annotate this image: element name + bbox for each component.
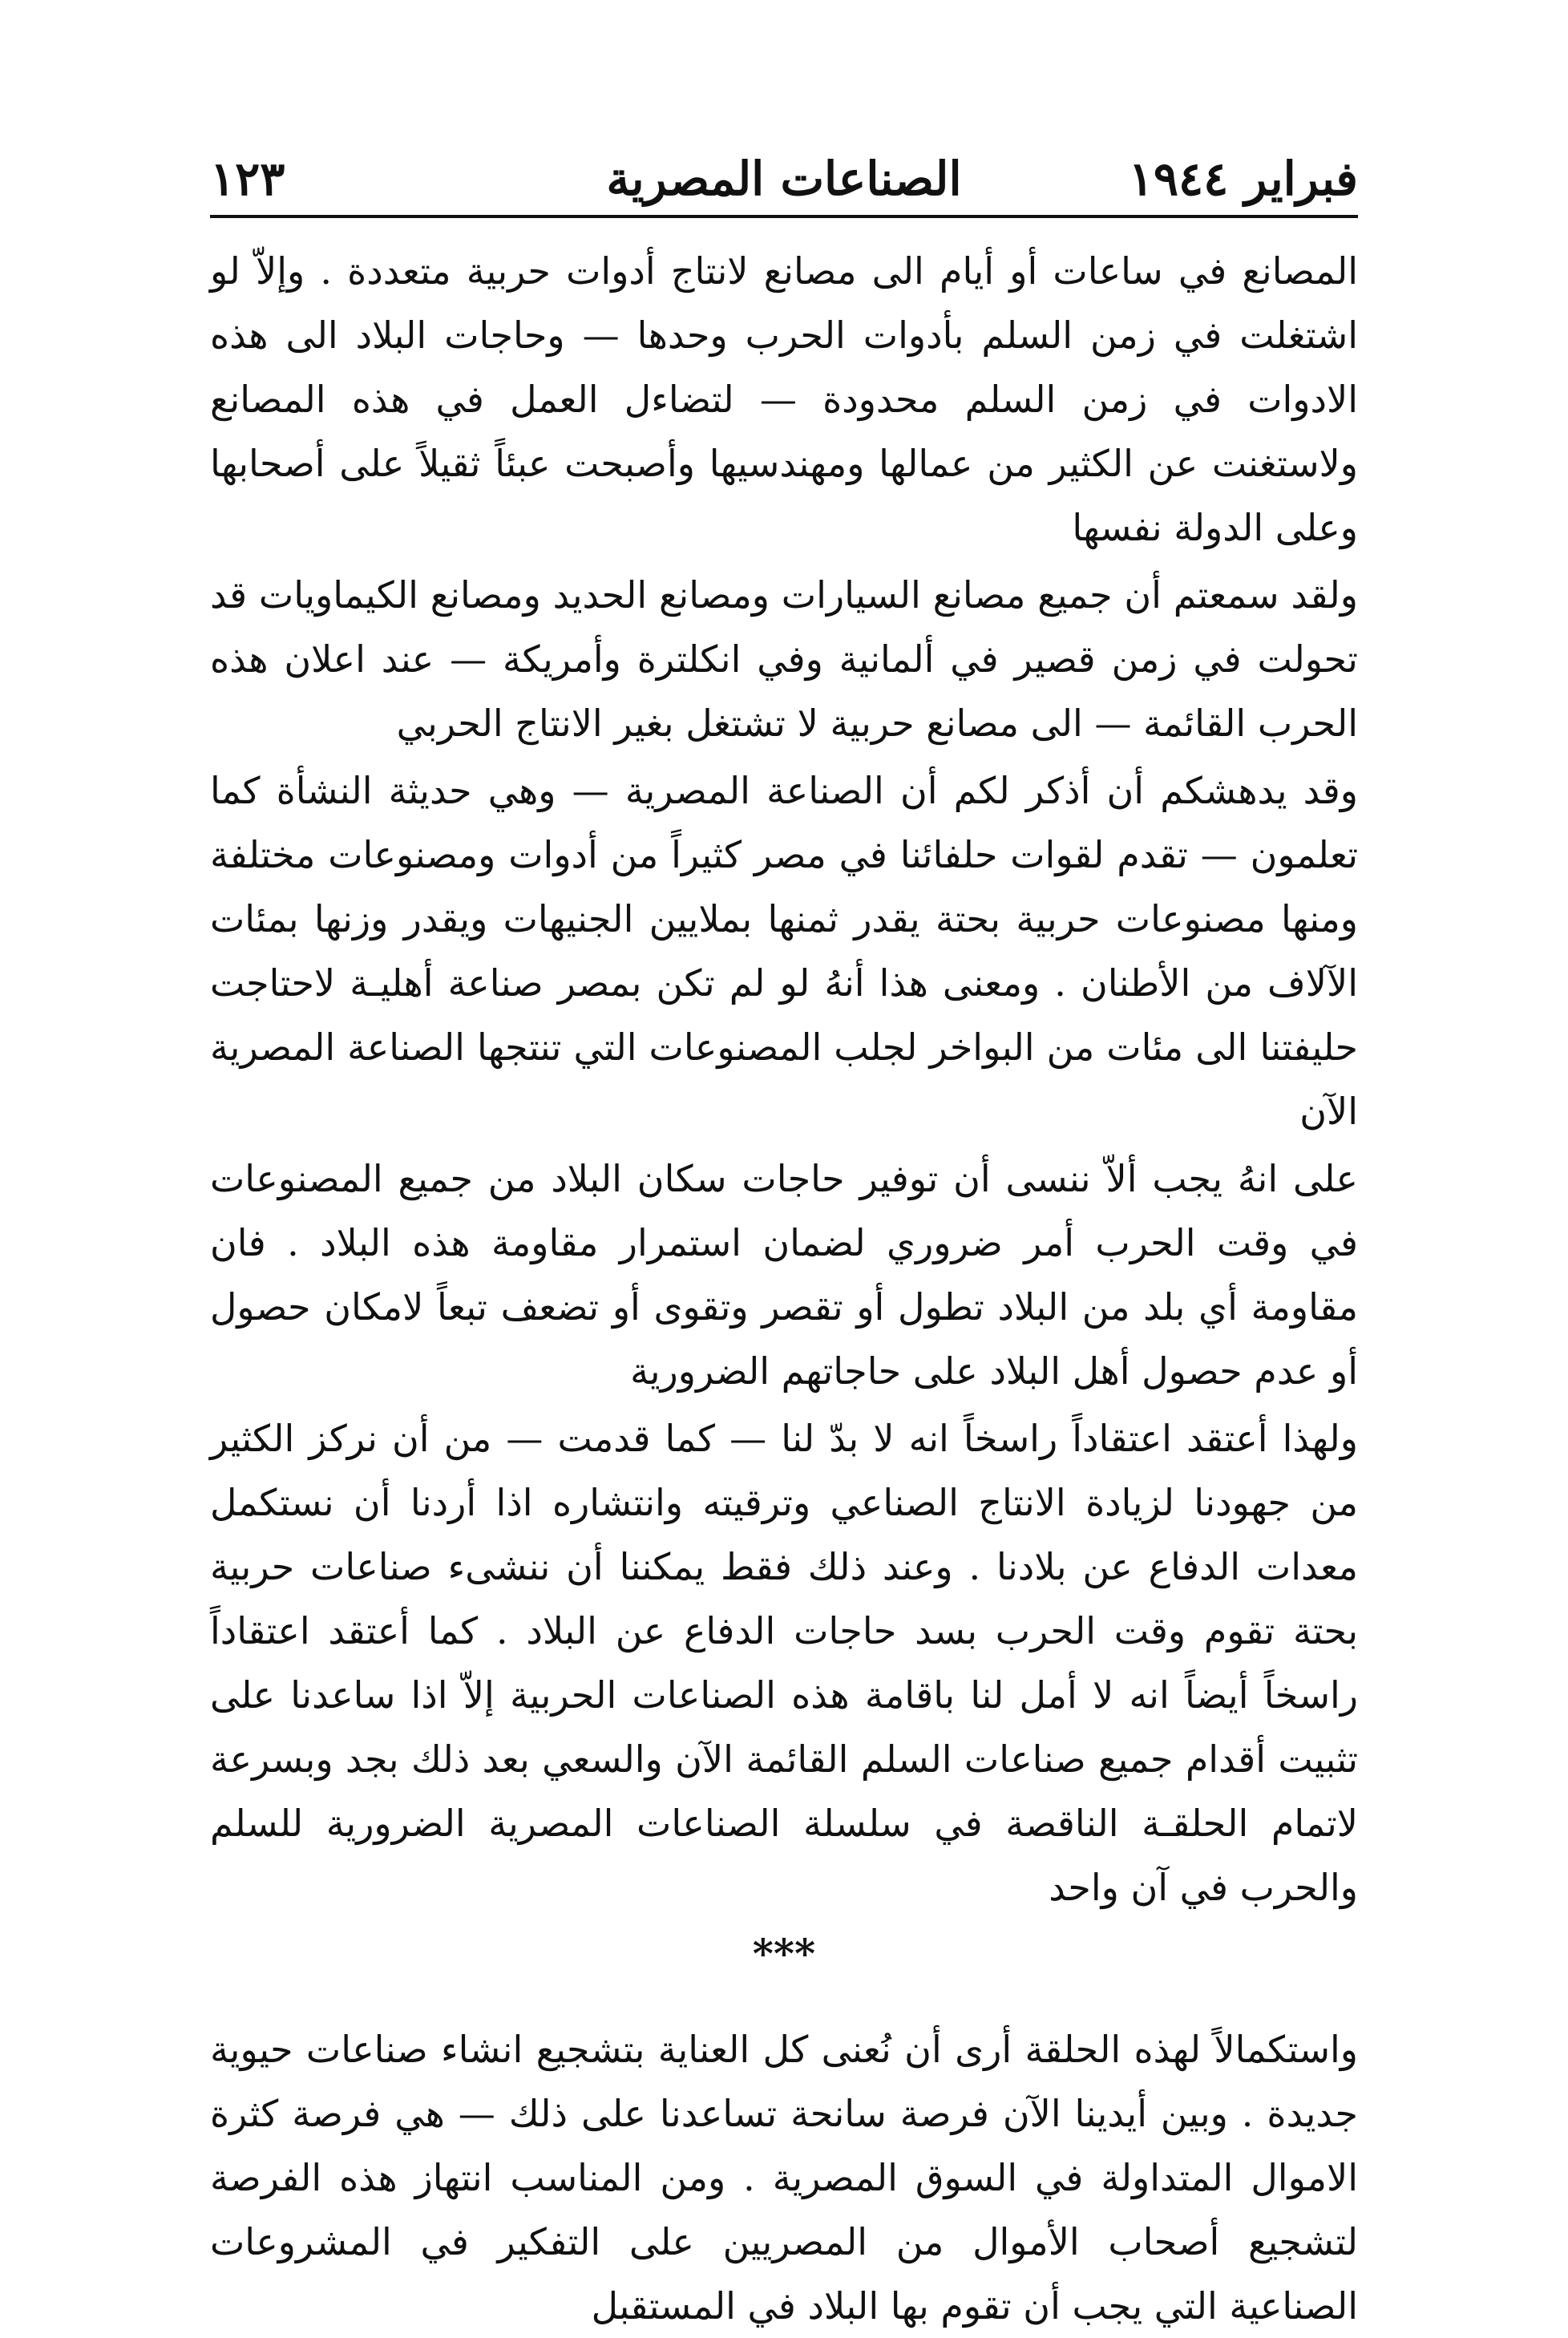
paragraph: واستكمالاً لهذه الحلقة أرى أن نُعنى كل العناية بتشجيع انشاء صناعات حيوية جديدة . وبين أيدينا الآن فرصة سانحة تساعدنا على ذلك — هي فرصة كثرة الاموال المتداولة في السوق المصرية . ومن المناسب انتهاز هذه الفرصة لتشجيع أصحاب الأموال من المصريين على التفكير في المشروعات الصناعية التي يجب أن تقوم بها البلاد في المستقبل [210,2028,1358,2328]
header-title: الصناعات المصرية [606,152,962,206]
paragraph: وقد يدهشكم أن أذكر لكم أن الصناعة المصرية — وهي حديثة النشأة كما تعلمون — تقدم لقوات حلفائنا في مصر كثيراً من أدوات ومصنوعات مختلفة ومنها مصنوعات حربية بحتة يقدر ثمنها بملايين الجنيهات ويقدر وزنها بمئات الآلاف من الأطنان . ومعنى هذا أنهُ لو لم تكن بمصر صناعة أهليـة لاحتاجت حليفتنا الى مئات من البواخر لجلب المصنوعات التي تنتجها الصناعة المصرية الآن [210,769,1358,1133]
header-date: فبراير ١٩٤٤ [1128,152,1358,206]
paragraph: ولقد سمعتم أن جميع مصانع السيارات ومصانع الحديد ومصانع الكيماويات قد تحولت في زمن قصير في ألمانية وفي انكلترة وأمريكة — عند اعلان هذه الحرب القائمة — الى مصانع حربية لا تشتغل بغير الانتاج الحربي [210,573,1358,745]
running-header [210,135,1358,223]
section-separator: *** [752,1930,816,1977]
page-number: ١٢٣ [210,152,285,206]
article-body [210,239,1358,2338]
header-rule [210,215,1358,218]
paragraph: على انهُ يجب ألاّ ننسى أن توفير حاجات سكان البلاد من جميع المصنوعات في وقت الحرب أمر ضروري لضمان استمرار مقاومة هذه البلاد . فان مقاومة أي بلد من البلاد تطول أو تقصر وتقوى أو تضعف تبعاً لامكان حصول أو عدم حصول أهل البلاد على حاجاتهم الضرورية [210,1157,1358,1393]
paragraph: المصانع في ساعات أو أيام الى مصانع لانتاج أدوات حربية متعددة . وإلاّ لو اشتغلت في زمن السلم بأدوات الحرب وحدها — وحاجات البلاد الى هذه الادوات في زمن السلم محدودة — لتضاءل العمل في هذه المصانع ولاستغنت عن الكثير من عمالها ومهندسيها وأصبحت عبئاً ثقيلاً على أصحابها وعلى الدولة نفسها [210,249,1358,549]
paragraph: ولهذا أعتقد اعتقاداً راسخاً انه لا بدّ لنا — كما قدمت — من أن نركز الكثير من جهودنا لزيادة الانتاج الصناعي وترقيته وانتشاره اذا أردنا أن نستكمل معدات الدفاع عن بلادنا . وعند ذلك فقط يمكننا أن ننشىء صناعات حربية بحتة تقوم وقت الحرب بسد حاجات الدفاع عن البلاد . كما أعتقد اعتقاداً راسخاً أيضاً انه لا أمل لنا باقامة هذه الصناعات الحربية إلاّ اذا ساعدنا على تثبيت أقدام جميع صناعات السلم القائمة الآن والسعي بعد ذلك بجد وبسرعة لاتمام الحلقـة الناقصة في سلسلة الصناعات المصرية الضرورية للسلم والحرب في آن واحد [210,1417,1358,1909]
